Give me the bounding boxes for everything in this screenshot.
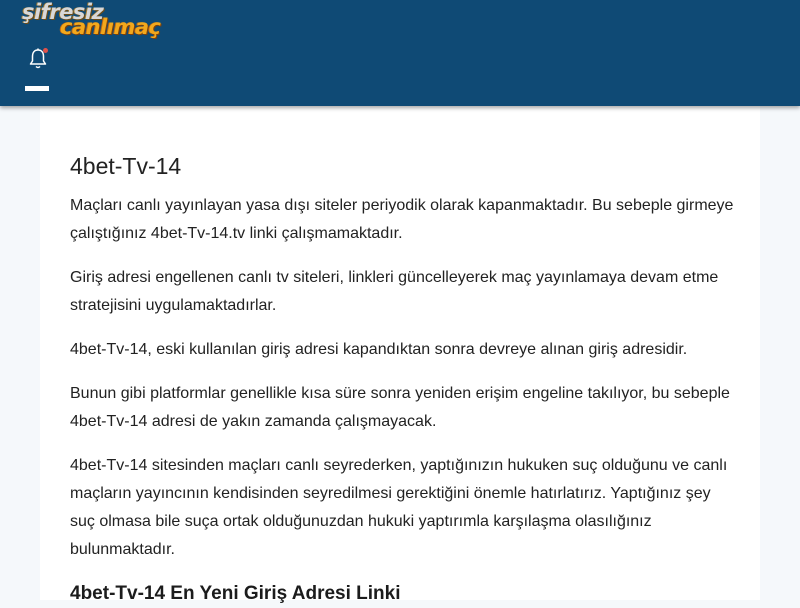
notification-dot: [43, 48, 48, 53]
notification-button[interactable]: [28, 48, 48, 70]
logo-text-canlimac: canlımaç: [60, 15, 161, 39]
article-title: 4bet-Tv-14: [70, 153, 182, 179]
article-subheading: 4bet-Tv-14 En Yeni Giriş Adresi Linki: [70, 583, 401, 604]
article-paragraph: 4bet-Tv-14 sitesinden maçları canlı seyrederken, yaptığınızın hukuken suç olduğunu ve canlı maçların yayıncının kendisinden seyredilmesi gerektiğini önemle hatırlatırız. Yaptığınız şey suç olmasa bile suça ortak olduğunuzdan hukuki yaptırımla karşılaşma olasılığınız bulunmaktadır.: [70, 457, 728, 558]
article-paragraph: 4bet-Tv-14, eski kullanılan giriş adresi kapandıktan sonra devreye alınan giriş adresidir.: [70, 341, 688, 358]
menu-toggle-button[interactable]: [25, 86, 49, 91]
article-paragraph: Giriş adresi engellenen canlı tv siteleri, linkleri güncelleyerek maç yayınlamaya devam etme stratejisini uygulamaktadırlar.: [70, 269, 719, 314]
article-content: [70, 150, 738, 608]
article-paragraph: Maçları canlı yayınlayan yasa dışı siteler periyodik olarak kapanmaktadır. Bu sebeple girmeye çalıştığınız 4bet-Tv-14.tv linki çalışmamaktadır.: [70, 197, 734, 242]
site-header: [0, 0, 800, 106]
logo-text-sifresiz: şifresiz: [22, 0, 104, 24]
article-paragraph: Bunun gibi platformlar genellikle kısa süre sonra yeniden erişim engeline takılıyor, bu sebeple 4bet-Tv-14 adresi de yakın zamanda çalışmayacak.: [70, 385, 730, 430]
site-logo[interactable]: [20, 2, 165, 42]
article-card: [40, 106, 760, 604]
